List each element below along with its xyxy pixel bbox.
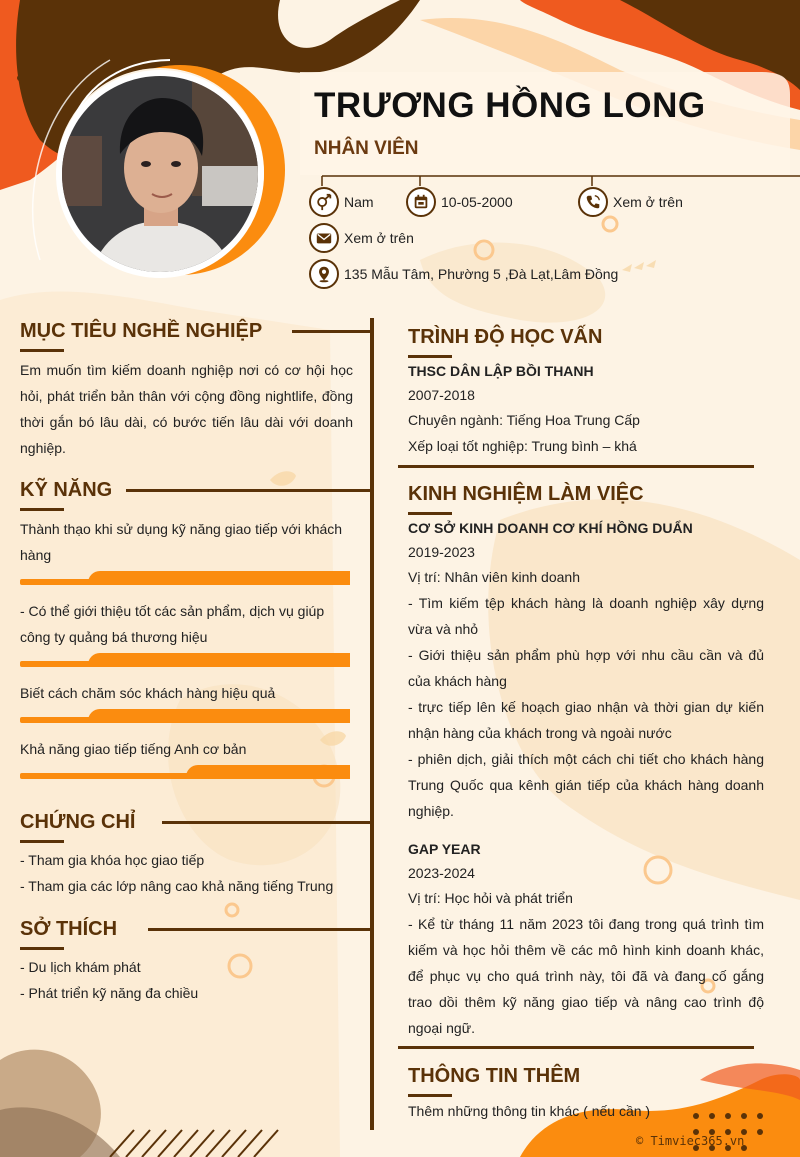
hobbies-heading: SỞ THÍCH: [20, 918, 118, 940]
job-period: 2023-2024: [408, 865, 475, 881]
job-title: NHÂN VIÊN: [314, 138, 419, 159]
extra-info-text: Thêm những thông tin khác ( nếu cần ): [408, 1103, 651, 1119]
contact-email: [309, 223, 414, 253]
phone-icon: [578, 187, 608, 217]
email-value: Xem ở trên: [344, 230, 414, 246]
job-description-item: - trực tiếp lên kế hoạch giao nhận và thời gian dự kiến nhận hàng của khách trong và ngoài nước: [408, 699, 764, 741]
skills-heading: KỸ NĂNG: [20, 479, 113, 501]
contact-phone: [578, 187, 683, 217]
column-divider: [370, 318, 374, 1130]
hobby-item: - Phát triển kỹ năng đa chiều: [20, 985, 199, 1001]
experience-heading: KINH NGHIỆM LÀM VIỆC: [408, 483, 644, 505]
watermark-footer: © Timviec365.vn: [636, 1134, 745, 1148]
extra-info-heading-underline: [408, 1094, 452, 1097]
objective-heading-line: [292, 330, 372, 333]
contact-gender: [309, 187, 374, 217]
job-description-item: - Tìm kiếm tệp khách hàng là doanh nghiệp xây dựng vừa và nhỏ: [408, 595, 764, 637]
job-position: Vị trí: Nhân viên kinh doanh: [408, 569, 580, 585]
gender-value: Nam: [344, 194, 374, 210]
job-position: Vị trí: Học hỏi và phát triển: [408, 890, 573, 906]
job-company: GAP YEAR: [408, 841, 481, 857]
skill-item: Thành thạo khi sử dụng kỹ năng giao tiếp với khách hàng: [20, 521, 343, 563]
certificate-item: - Tham gia các lớp nâng cao khả năng tiếng Trung: [20, 878, 334, 894]
job-description-item: - phiên dịch, giải thích một cách chi tiết cho khách hàng Trung Quốc qua kênh gián tiếp của khách hàng doanh nghiệp.: [408, 751, 764, 819]
skill-level-bar: [20, 765, 350, 779]
job-description-item: - Giới thiệu sản phẩm phù hợp với nhu cầu cần và đủ của khách hàng: [408, 647, 764, 689]
certificates-heading: CHỨNG CHỈ: [20, 811, 136, 833]
skills-heading-underline: [20, 508, 64, 511]
contact-address: [309, 259, 618, 289]
education-school: THSC DÂN LẬP BỒI THANH: [408, 363, 594, 379]
hobbies-heading-underline: [20, 947, 64, 950]
calendar-icon: [406, 187, 436, 217]
profile-photo: [62, 76, 258, 272]
education-heading: TRÌNH ĐỘ HỌC VẤN: [408, 326, 603, 348]
job-company: CƠ SỞ KINH DOANH CƠ KHÍ HỒNG DUẨN: [408, 520, 693, 536]
gender-icon: [309, 187, 339, 217]
skill-level-bar: [20, 571, 350, 585]
education-period: 2007-2018: [408, 387, 475, 403]
profile-photo-frame: [56, 70, 264, 278]
candidate-name: TRƯƠNG HỒNG LONG: [314, 86, 706, 125]
hobby-item: - Du lịch khám phát: [20, 959, 141, 975]
job-period: 2019-2023: [408, 544, 475, 560]
skill-item: Biết cách chăm sóc khách hàng hiệu quả: [20, 685, 276, 701]
location-pin-icon: [309, 259, 339, 289]
certificate-item: - Tham gia khóa học giao tiếp: [20, 852, 205, 868]
certificates-heading-line: [162, 821, 372, 824]
hobbies-heading-line: [148, 928, 372, 931]
contact-birthday: [406, 187, 513, 217]
extra-info-heading: THÔNG TIN THÊM: [408, 1065, 581, 1087]
objective-text: Em muốn tìm kiếm doanh nghiệp nơi có cơ hội học hỏi, phát triển bản thân với cộng đồng nightlife, đồng thời gắn bó lâu dài, có bước tiến lâu dài với doanh nghiệp.: [20, 362, 353, 456]
section-divider: [398, 465, 754, 468]
objective-heading-underline: [20, 349, 64, 352]
birthday-value: 10-05-2000: [441, 194, 513, 210]
skills-heading-line: [126, 489, 372, 492]
skill-item: Khả năng giao tiếp tiếng Anh cơ bản: [20, 741, 247, 757]
job-description-item: - Kể từ tháng 11 năm 2023 tôi đang trong quá trình tìm kiếm và học hỏi thêm về các mô hình kinh doanh khác, để phục vụ cho quá trình này, tôi đã và đang cố gắng trao dồi thêm kỹ năng giao tiếp và nâng cao trình độ ngoại ngữ.: [408, 916, 764, 1036]
section-divider: [398, 1046, 754, 1049]
education-grade: Xếp loại tốt nghiệp: Trung bình – khá: [408, 438, 637, 454]
skill-item: - Có thể giới thiệu tốt các sản phẩm, dịch vụ giúp công ty quảng bá thương hiệu: [20, 603, 325, 645]
skill-level-bar: [20, 653, 350, 667]
education-major: Chuyên ngành: Tiếng Hoa Trung Cấp: [408, 412, 640, 428]
skill-level-bar: [20, 709, 350, 723]
objective-heading: MỤC TIÊU NGHỀ NGHIỆP: [20, 320, 263, 342]
address-value: 135 Mẫu Tâm, Phường 5 ,Đà Lạt,Lâm Đồng: [344, 266, 619, 282]
phone-value: Xem ở trên: [613, 194, 683, 210]
certificates-heading-underline: [20, 840, 64, 843]
email-icon: [309, 223, 339, 253]
